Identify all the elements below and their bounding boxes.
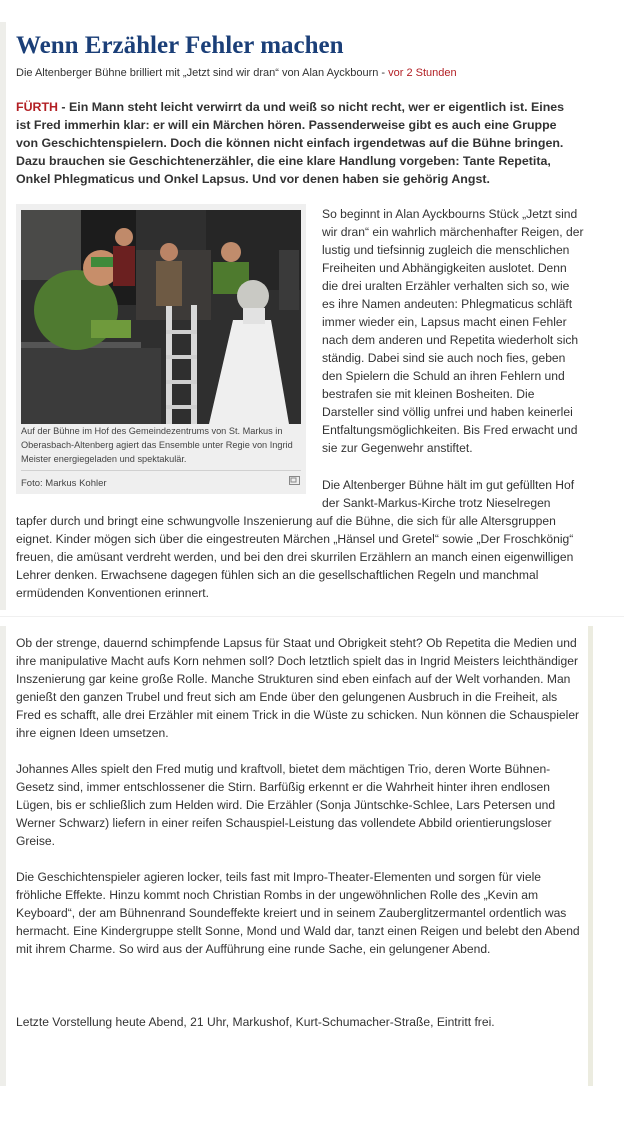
stage-photo-image [21,210,301,424]
publish-time: vor 2 Stunden [388,67,457,79]
paragraph-4: Johannes Alles spielt den Fred mutig und kraftvoll, bietet dem mächtigen Trio, deren Worte Bühnen-Gesetz sind, immer entschlossener die Stirn. Barfüßig erkennt er die Wahrheit hinter ihren endlosen Lügen, bis er schließlich zum Helden wird. Die Erzähler (Sonja Jüntschke-Schlee, Lars Petersen und Werner Schwarz) liefern in einer reifen Schauspiel-Leistung das vollendete Abbild orientierungsloser Greise. [16,762,556,848]
paragraph-2-text: Die Altenberger Bühne hält im gut gefüllten Hof der Sankt-Markus-Kirche trotz Nieselregen tapfer durch und bringt eine schwungvolle Inszenierung auf die Bühne, die sich für alle Altersgruppen eignet. Kinder mögen sich über die eingestreuten Märchen „Hänsel und Gretel“ sowie „Der Froschkönig“ freuen, die amüsant verdreht werden, und bei den drei skurrilen Erzählern an manch einen eigenwilligen Lehrer denken. Erwachsene dagegen fühlen sich an die gesellschaftlichen Regeln und manchmal ermüdenden Konventionen erinnert. [16,478,575,600]
subline-text: Die Altenberger Bühne brilliert mit „Jetzt sind wir dran“ von Alan Ayckbourn [16,67,379,79]
left-border-bottom [0,626,6,1086]
paragraph-6: Letzte Vorstellung heute Abend, 21 Uhr, Markushof, Kurt-Schumacher-Straße, Eintritt frei. [16,1015,495,1029]
caption-divider [21,470,301,471]
left-border-top [0,22,6,610]
float-spacer [16,476,322,512]
right-border-bottom [588,626,593,1086]
paragraph-3: Ob der strenge, dauernd schimpfende Lapsus für Staat und Obrigkeit steht? Ob Repetita die Medien und ihre manipulative Macht aufs Korn nehmen soll? Doch letztlich spielt das in Ingrid Meisters leichthändiger Inszenierung gar keine große Rolle. Manche Strukturen sind eben einfach auf der Welt vorhanden. Man genießt den ganzen Trubel und freut sich am Ende über den gelungenen Ausbruch in die Freiheit, als Fred es schafft, alle drei Erzähler mit einem Trick in die Wüste zu schicken. Nun können die Schauspieler ihre eignen Ideen umsetzen. [16,636,580,740]
subline-separator: - [378,67,389,79]
stage-photo[interactable] [21,210,301,424]
paragraph-5: Die Geschichtenspieler agieren locker, teils fast mit Impro-Theater-Elementen und sorgen für viele fröhliche Effekte. Hinzu kommt noch Christian Rombs in der ungewöhnlichen Rolle des „Kevin am Keyboard“, der am Bühnenrand Soundeffekte kreiert und in seinem Zauberglitzermantel ordentlich was hermacht. Eine Kindergruppe stellt Sonne, Mond und Wald dar, tanzt einen Reigen und belebt den Abend mit ihrem Charme. So wird aus der Aufführung eine runde Sache, ein gelungener Abend. [16,870,580,956]
photo-box [16,204,306,494]
lead-text: - Ein Mann steht leicht verwirrt da und weiß so nicht recht, wer er eigentlich ist. Eines ist Fred immerhin klar: er will ein Märchen hören. Passenderweise gibt es auch eine Gruppe von Geschichtenspielern. Doch die können nicht einfach irgendetwas auf die Bühne bringen. Dazu brauchen sie Geschichtenerzähler, die eine klare Handlung vorgeben: Tante Repetita, Onkel Phlegmaticus und Onkel Lapsus. Und vor denen haben sie gehörig Angst. [16,100,565,186]
article-subline [16,67,457,79]
paragraph-2 [16,476,584,602]
photo-caption: Auf der Bühne im Hof des Gemeindezentrums von St. Markus in Oberasbach-Altenberg agiert das Ensemble unter Regie von Ingrid Meister energiegeladen und spektakulär. [21,426,293,464]
paragraph-1: So beginnt in Alan Ayckbourns Stück „Jetzt sind wir dran“ ein wahrlich märchenhafter Reigen, der lustig und tiefsinnig zugleich die menschlichen Freiheiten und Abhängigkeiten auslotet. Denn die drei uralten Erzähler verhalten sich so, wie es ihre Namen andeuten: Phlegmaticus schläft immer wieder ein, Lapsus macht einen Fehler nach dem anderen und Repetita wiederholt sich ständig. Dabei sind sie auch noch fies, geben den Spielern die Schuld an ihren Fehlern und bestrafen sie mit kleinen Bosheiten. Die Darsteller sind völlig unfrei und haben keinerlei Entfaltungsmöglichkeiten. Bis Fred erwacht und sie zur Gegenwehr anstiftet. [322,207,584,455]
article-headline: Wenn Erzähler Fehler machen [16,32,344,59]
photo-credit: Foto: Markus Kohler [21,478,107,489]
dateline-city: FÜRTH [16,100,58,114]
section-divider [0,616,624,617]
article-lead [16,98,576,188]
